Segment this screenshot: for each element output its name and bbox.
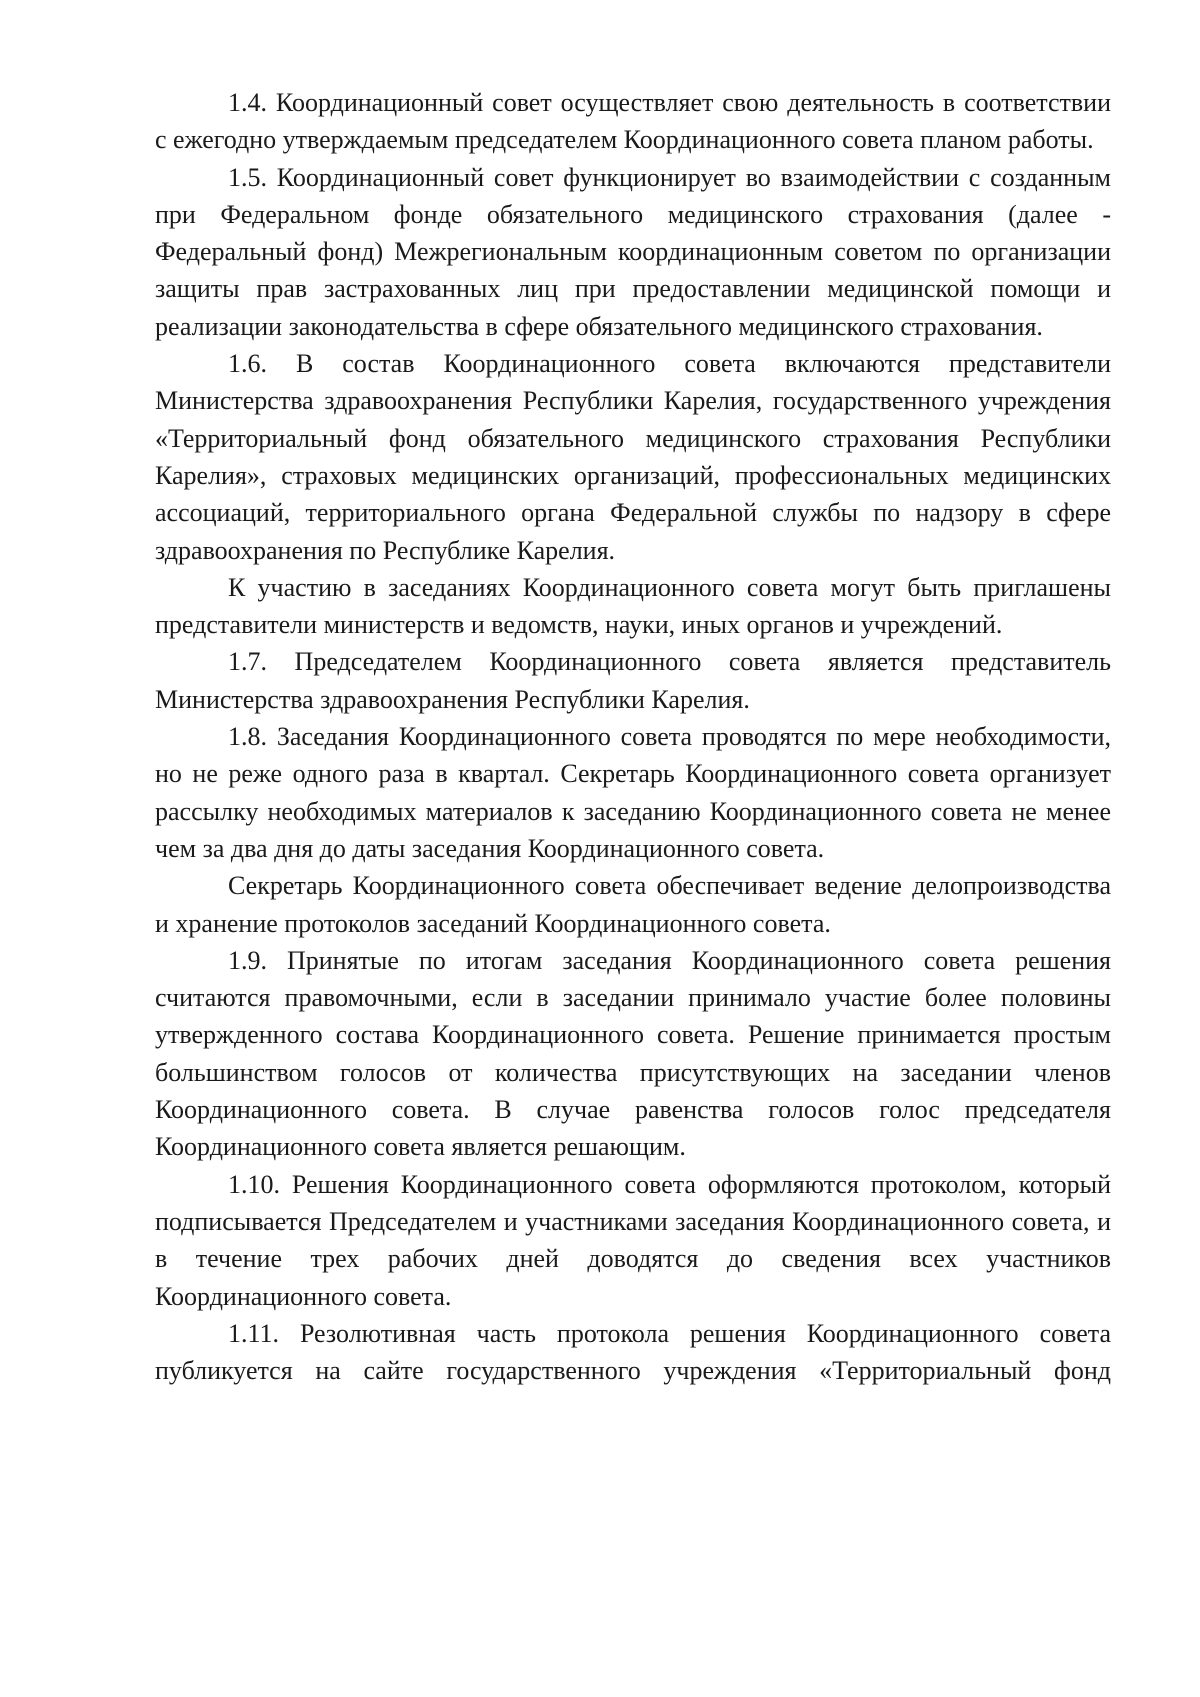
document-body	[155, 84, 1111, 1389]
paragraph-1-7: 1.7. Председателем Координационного совета является представитель Министерства здравоохранения Республики Карелия.	[155, 647, 1111, 714]
paragraph-1-9: 1.9. Принятые по итогам заседания Координационного совета решения считаются правомочными, если в заседании принимало участие более половины утвержденного состава Координационного совета. Решение принимается простым большинством голосов от количества присутствующих на заседании членов Координационного совета. В случае равенства голосов голос председателя Координационного совета является решающим.	[155, 945, 1111, 1162]
paragraph-1-8-secretary: Секретарь Координационного совета обеспечивает ведение делопроизводства и хранение протоколов заседаний Координационного совета.	[155, 871, 1111, 938]
paragraph-1-6-participation: К участию в заседаниях Координационного совета могут быть приглашены представители министерств и ведомств, науки, иных органов и учреждений.	[155, 572, 1111, 640]
paragraph-1-10: 1.10. Решения Координационного совета оформляются протоколом, который подписывается Председателем и участниками заседания Координационного совета, и в течение трех рабочих дней доводятся до сведения всех участников Координационного совета.	[155, 1169, 1111, 1311]
paragraph-1-8: 1.8. Заседания Координационного совета проводятся по мере необходимости, но не реже одного раза в квартал. Секретарь Координационного совета организует рассылку необходимых материалов к заседанию Координационного совета не менее чем за два дня до даты заседания Координационного совета.	[155, 722, 1111, 863]
paragraph-1-4: 1.4. Координационный совет осуществляет свою деятельность в соответствии с ежегодно утверждаемым председателем Координационного совета планом работы.	[155, 88, 1111, 155]
paragraph-1-6: 1.6. В состав Координационного совета включаются представители Министерства здравоохранения Республики Карелия, государственного учреждения «Территориальный фонд обязательного медицинского страхования Республики Карелия», страховых медицинских организаций, профессиональных медицинских ассоциаций, территориального органа Федеральной службы по надзору в сфере здравоохранения по Республике Карелия.	[155, 349, 1111, 565]
paragraph-1-5: 1.5. Координационный совет функционирует во взаимодействии с созданным при Федеральном фонде обязательного медицинского страхования (далее - Федеральный фонд) Межрегиональным координационным советом по организации защиты прав застрахованных лиц при предоставлении медицинской помощи и реализации законодательства в сфере обязательного медицинского страхования.	[155, 162, 1111, 341]
paragraph-1-11: 1.11. Резолютивная часть протокола решения Координационного совета публикуется на сайте государственного учреждения «Территориальный фонд	[155, 1318, 1111, 1386]
